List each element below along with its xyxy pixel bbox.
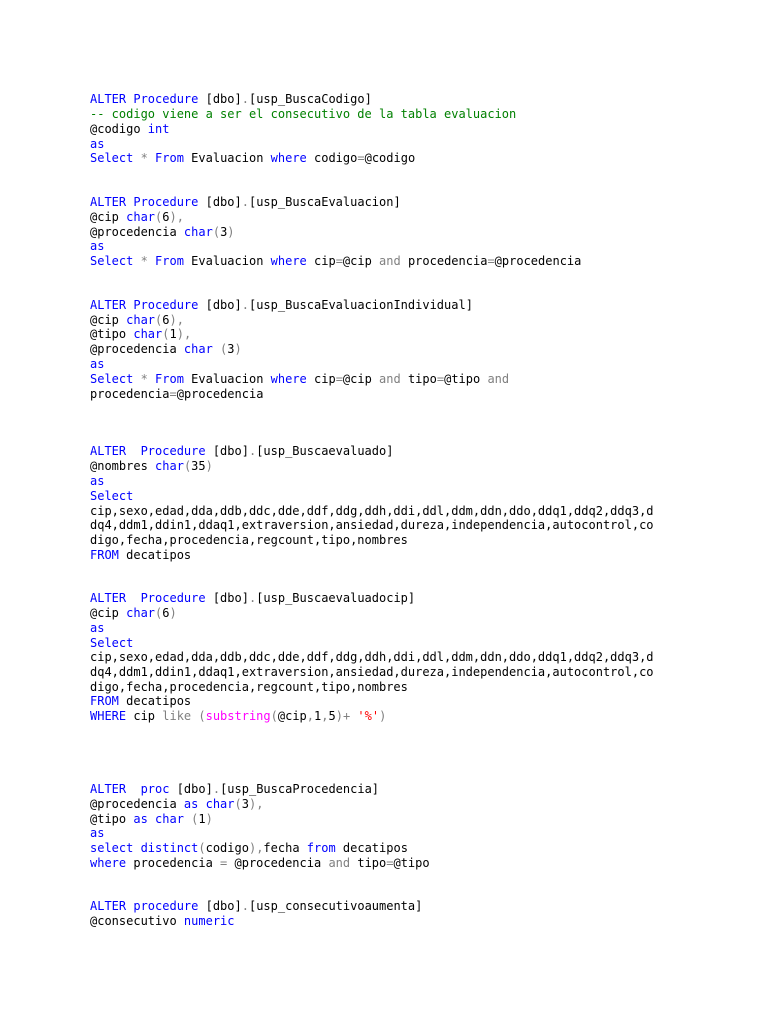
code-token: From	[155, 151, 184, 165]
code-token: digo,fecha,procedencia,regcount,tipo,nombres	[90, 533, 408, 547]
code-token: (	[183, 812, 199, 826]
code-token: .	[248, 591, 257, 605]
code-token: like	[162, 709, 192, 723]
code-line	[90, 327, 191, 342]
code-token: @cip	[90, 313, 127, 327]
code-token: =	[436, 372, 445, 386]
code-token: .	[212, 782, 221, 796]
code-token: numeric	[183, 914, 235, 928]
code-line	[90, 239, 104, 254]
code-token: =	[487, 254, 495, 268]
code-token: ,	[321, 709, 329, 723]
code-line	[90, 474, 104, 489]
code-token: int	[147, 122, 170, 136]
code-token: ALTER procedure	[90, 899, 199, 913]
code-line	[90, 195, 401, 210]
code-token: @cip	[342, 254, 380, 268]
code-token: (	[198, 841, 206, 855]
code-token: ),	[248, 841, 264, 855]
code-line	[90, 122, 169, 137]
code-token: 6	[162, 606, 170, 620]
code-token: (	[155, 313, 163, 327]
code-token: @consecutivo	[90, 914, 184, 928]
code-token: *	[133, 151, 156, 165]
code-line	[90, 826, 104, 841]
code-line	[90, 504, 654, 519]
code-token: (	[155, 606, 163, 620]
code-token: (	[212, 342, 228, 356]
code-token: ALTER Procedure	[90, 444, 206, 458]
code-line	[90, 621, 104, 636]
code-token: Select	[90, 372, 134, 386]
code-token: substring	[205, 709, 271, 723]
code-token: as char	[183, 797, 235, 811]
code-token: (	[191, 709, 206, 723]
code-line	[90, 606, 177, 621]
code-token: char	[183, 225, 213, 239]
code-token: =	[357, 151, 365, 165]
code-token: =	[386, 856, 394, 870]
code-line	[90, 298, 473, 313]
code-token: Evaluacion	[183, 372, 271, 386]
code-token: cip	[126, 709, 163, 723]
code-line	[90, 856, 430, 871]
code-token: From	[155, 372, 184, 386]
code-line	[90, 709, 386, 724]
code-token: [dbo]	[169, 782, 213, 796]
code-token: procedencia	[400, 254, 488, 268]
code-line	[90, 254, 581, 269]
code-token: as	[90, 474, 105, 488]
code-token: ),	[248, 797, 264, 811]
code-token: @procedencia	[90, 342, 184, 356]
code-line	[90, 914, 235, 929]
code-token: dq4,ddm1,ddin1,ddaq1,extraversion,ansiedad,dureza,independencia,autocontrol,co	[90, 665, 654, 679]
code-token: as	[90, 357, 105, 371]
code-line	[90, 548, 191, 563]
code-token: )	[379, 709, 387, 723]
code-token: WHERE	[90, 709, 127, 723]
code-line	[90, 694, 191, 709]
code-token: as	[90, 621, 105, 635]
code-token: =	[335, 254, 343, 268]
code-line	[90, 107, 516, 122]
code-token: ,	[306, 709, 315, 723]
code-token: .	[248, 444, 257, 458]
code-token: where	[270, 372, 307, 386]
code-token: -- codigo viene a ser el consecutivo de la tabla evaluacion	[90, 107, 517, 121]
code-token: char	[126, 210, 156, 224]
code-line	[90, 680, 408, 695]
code-token: =	[169, 387, 177, 401]
code-token: from	[306, 841, 336, 855]
code-token: cip	[306, 254, 336, 268]
code-token: char	[126, 313, 156, 327]
code-token: [usp_BuscaEvaluacionIndividual]	[248, 298, 473, 312]
code-token: 1	[314, 709, 322, 723]
code-token: @cip	[90, 210, 127, 224]
code-line	[90, 533, 408, 548]
code-token: char	[155, 459, 184, 473]
code-token: as	[90, 137, 105, 151]
code-token: char	[126, 606, 156, 620]
code-token: cip,sexo,edad,dda,ddb,ddc,dde,ddf,ddg,ddh,ddi,ddl,ddm,ddn,ddo,ddq1,ddq2,ddq3,d	[90, 504, 654, 518]
code-token: (	[155, 210, 163, 224]
code-token: @procedencia	[494, 254, 582, 268]
code-token: =	[335, 372, 343, 386]
code-line	[90, 357, 104, 372]
code-token: 3	[220, 225, 228, 239]
code-token: and	[379, 254, 401, 268]
code-token: [usp_BuscaProcedencia]	[220, 782, 380, 796]
code-token: From	[155, 254, 184, 268]
code-line	[90, 342, 242, 357]
code-line	[90, 591, 415, 606]
code-token: [usp_Buscaevaluado]	[256, 444, 394, 458]
code-token: [usp_BuscaCodigo]	[248, 92, 372, 106]
code-token: select distinct	[90, 841, 199, 855]
code-token: Select	[90, 151, 134, 165]
code-token: 5	[328, 709, 336, 723]
code-token: Select	[90, 489, 134, 503]
code-line	[90, 782, 379, 797]
code-token: )	[234, 342, 242, 356]
code-token: ),	[169, 313, 184, 327]
code-token: 35	[191, 459, 206, 473]
code-token: @tipo	[90, 812, 134, 826]
code-token: @procedencia	[90, 225, 184, 239]
code-token: )	[205, 459, 213, 473]
code-token: )	[205, 812, 213, 826]
code-line	[90, 137, 104, 152]
code-token: [usp_BuscaEvaluacion]	[248, 195, 401, 209]
code-token: cip,sexo,edad,dda,ddb,ddc,dde,ddf,ddg,ddh,ddi,ddl,ddm,ddn,ddo,ddq1,ddq2,ddq3,d	[90, 650, 654, 664]
code-token: =	[220, 856, 228, 870]
code-token: )+	[335, 709, 358, 723]
code-token: @procedencia	[90, 797, 184, 811]
code-token: where	[90, 856, 127, 870]
code-token: .	[241, 899, 249, 913]
code-token: and	[487, 372, 510, 386]
code-token: .	[241, 92, 249, 106]
code-token: @procedencia	[176, 387, 264, 401]
code-token: (	[212, 225, 221, 239]
code-token: decatipos	[118, 694, 192, 708]
code-token: @tipo	[444, 372, 488, 386]
code-line	[90, 841, 408, 856]
code-token: ALTER Procedure	[90, 195, 199, 209]
code-token: .	[241, 298, 249, 312]
code-token: 1	[198, 812, 206, 826]
code-token: '%'	[357, 709, 380, 723]
code-token: codigo	[306, 151, 358, 165]
code-line	[90, 650, 654, 665]
code-token: tipo	[400, 372, 437, 386]
code-token: FROM	[90, 694, 119, 708]
code-token: as	[90, 239, 105, 253]
code-token: Select	[90, 636, 134, 650]
code-token: as	[90, 826, 105, 840]
code-line	[90, 489, 133, 504]
code-token: @codigo	[364, 151, 416, 165]
code-token: *	[133, 254, 156, 268]
code-token: 6	[162, 210, 170, 224]
code-token: codigo	[205, 841, 249, 855]
code-token: @cip	[277, 709, 307, 723]
code-line	[90, 636, 133, 651]
code-token: ALTER Procedure	[90, 591, 206, 605]
code-line	[90, 151, 415, 166]
code-token: decatipos	[118, 548, 192, 562]
code-line	[90, 797, 263, 812]
code-token: [dbo]	[205, 444, 249, 458]
code-token: cip	[306, 372, 336, 386]
code-token: char	[183, 342, 213, 356]
code-token: procedencia	[90, 387, 170, 401]
code-token: [usp_Buscaevaluadocip]	[256, 591, 416, 605]
code-token: @codigo	[90, 122, 148, 136]
code-token: ),	[176, 327, 192, 341]
code-line	[90, 387, 263, 402]
code-token: @tipo	[90, 327, 134, 341]
code-token: procedencia	[126, 856, 221, 870]
code-token: [usp_consecutivoaumenta]	[248, 899, 423, 913]
code-line	[90, 313, 184, 328]
code-token: @cip	[342, 372, 380, 386]
code-token: 6	[162, 313, 170, 327]
code-token: fecha	[263, 841, 307, 855]
code-line	[90, 372, 509, 387]
code-token: Evaluacion	[183, 254, 271, 268]
code-token: )	[169, 606, 177, 620]
code-token: dq4,ddm1,ddin1,ddaq1,extraversion,ansiedad,dureza,independencia,autocontrol,co	[90, 518, 654, 532]
code-token: tipo	[350, 856, 387, 870]
code-token: [dbo]	[198, 298, 242, 312]
code-token: ALTER Procedure	[90, 298, 199, 312]
code-line	[90, 899, 422, 914]
code-token: @procedencia	[227, 856, 329, 870]
code-token: [dbo]	[198, 899, 242, 913]
code-token: decatipos	[335, 841, 408, 855]
code-token: ),	[169, 210, 184, 224]
code-line	[90, 444, 393, 459]
code-token: Select	[90, 254, 134, 268]
code-token: @tipo	[393, 856, 430, 870]
code-token: @nombres	[90, 459, 156, 473]
code-token: (	[234, 797, 242, 811]
code-token: 1	[169, 327, 177, 341]
code-token: ALTER Procedure	[90, 92, 199, 106]
code-line	[90, 518, 654, 533]
code-token: as char	[133, 812, 184, 826]
code-token: 3	[241, 797, 249, 811]
code-token: [dbo]	[198, 195, 242, 209]
code-token: where	[270, 151, 307, 165]
code-token: (	[162, 327, 170, 341]
code-line	[90, 92, 372, 107]
code-token: [dbo]	[205, 591, 249, 605]
code-token: *	[133, 372, 156, 386]
code-line	[90, 459, 213, 474]
code-token: digo,fecha,procedencia,regcount,tipo,nombres	[90, 680, 408, 694]
code-line	[90, 225, 235, 240]
code-token: (	[270, 709, 278, 723]
code-token: Evaluacion	[183, 151, 271, 165]
code-token: [dbo]	[198, 92, 242, 106]
code-token: and	[328, 856, 351, 870]
code-token: char	[133, 327, 163, 341]
code-token: ALTER proc	[90, 782, 170, 796]
code-token: )	[227, 225, 235, 239]
code-token: 3	[227, 342, 235, 356]
code-token: (	[183, 459, 192, 473]
code-token: FROM	[90, 548, 119, 562]
code-line	[90, 210, 184, 225]
code-line	[90, 665, 654, 680]
code-token: .	[241, 195, 249, 209]
code-token: and	[379, 372, 401, 386]
code-token: where	[270, 254, 307, 268]
code-line	[90, 812, 213, 827]
code-token: @cip	[90, 606, 127, 620]
